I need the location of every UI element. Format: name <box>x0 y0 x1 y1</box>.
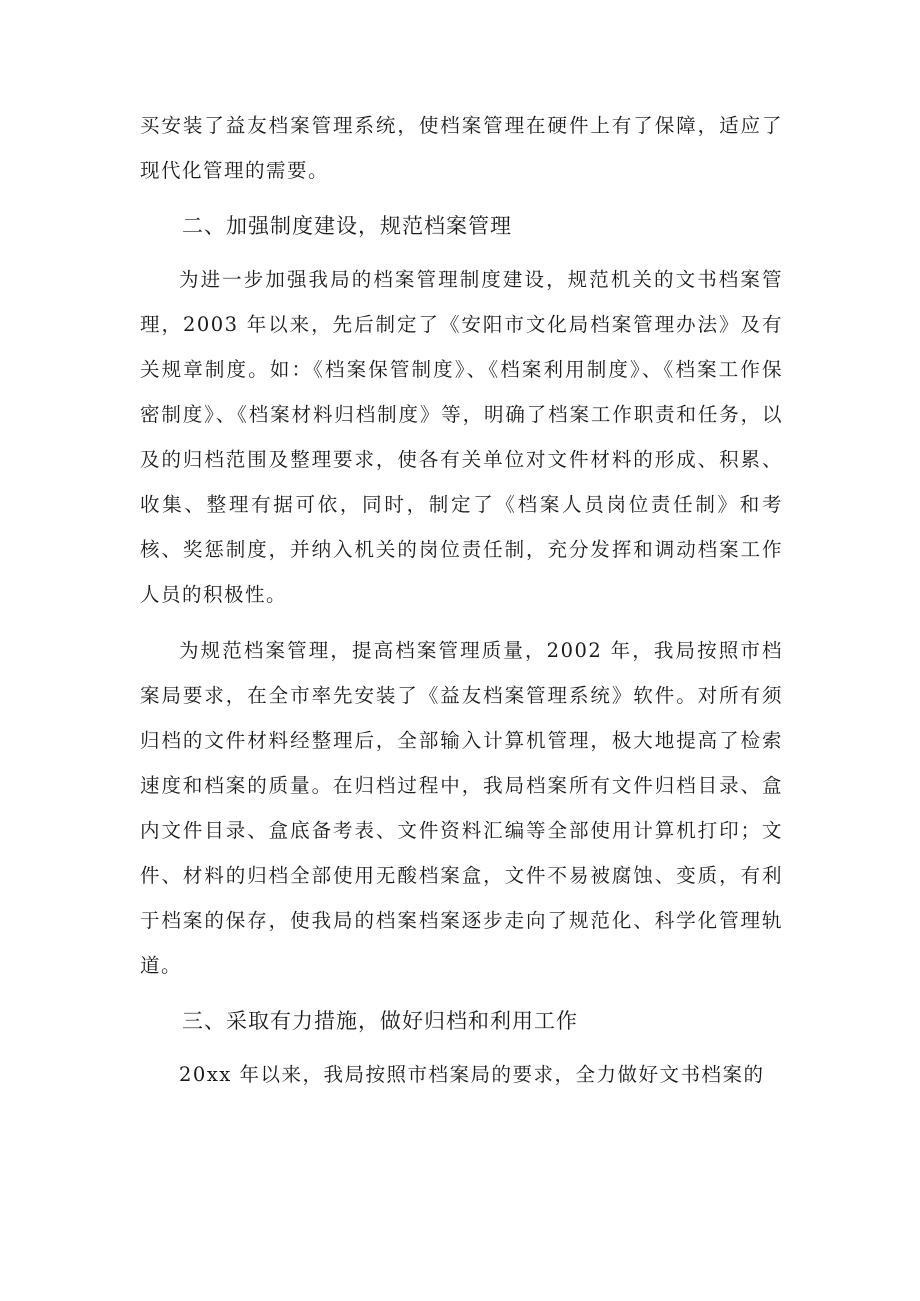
document-page <box>140 103 783 1097</box>
paragraph-archiving: 20xx 年以来，我局按照市档案局的要求，全力做好文书档案的 <box>179 1063 765 1086</box>
section-heading-2: 二、加强制度建设，规范档案管理 <box>182 214 512 238</box>
paragraph-continuation: 买安装了益友档案管理系统，使档案管理在硬件上有了保障，适应了现代化管理的需要。 <box>140 114 783 182</box>
section-heading-3: 三、采取有力措施，做好归档和利用工作 <box>182 1009 578 1033</box>
paragraph-system-building: 为进一步加强我局的档案管理制度建设，规范机关的文书档案管理，2003 年以来，先后制定了《安阳市文化局档案管理办法》及有关规章制度。如：《档案保管制度》、《档案利用制度》、《档案工作保密制度》、《档案材料归档制度》等，明确了档案工作职责和任务，以及的归档范围及整理要求，使各有关单位对文件材料的形成、积累、收集、整理有据可依，同时，制定了《档案人员岗位责任制》和考核、奖惩制度，并纳入机关的岗位责任制，充分发挥和调动档案工作人员的积极性。 <box>140 268 783 606</box>
paragraph-standardization: 为规范档案管理，提高档案管理质量，2002 年，我局按照市档案局要求，在全市率先安装了《益友档案管理系统》软件。对所有须归档的文件材料经整理后，全部输入计算机管理，极大地提高了检索速度和档案的质量。在归档过程中，我局档案所有文件归档目录、盒内文件目录、盒底备考表、文件资料汇编等全部使用计算机打印；文件、材料的归档全部使用无酸档案盒，文件不易被腐蚀、变质，有利于档案的保存，使我局的档案档案逐步走向了规范化、科学化管理轨道。 <box>140 639 783 977</box>
